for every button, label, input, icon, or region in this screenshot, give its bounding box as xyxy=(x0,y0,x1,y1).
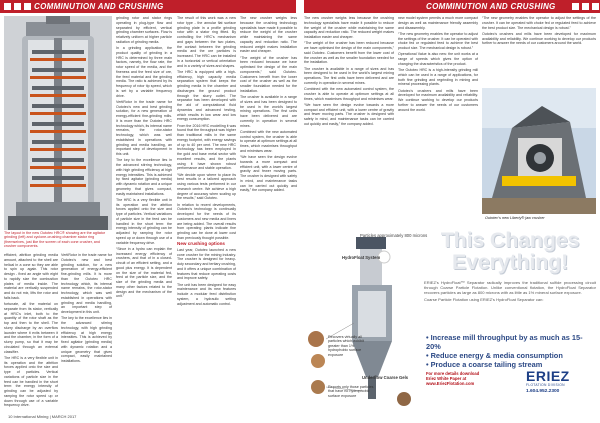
paragraph: Outotec's crushers and mills have been developed for maximum availability and reliability. We continue working to develop our products further to answer the needs of our customers around the world. xyxy=(398,88,478,112)
logo-subtitle: FLOTATION DIVISION xyxy=(526,383,565,387)
ad-headline-line-2: Everything! xyxy=(451,250,569,274)
paragraph: “The weight of the crusher has been reduced because we have optimised the design of the main components,” said Outotec. Customers benefit from the lower cost of the crusher as well as the smaller foundation needed for the installation. xyxy=(240,55,297,93)
paragraph: The key to the excellence lies in the advanced stirring technology, with high grinding efficiency at high energy intensities. This is achieved by fixed agitator (grinding media) with dynamic rotation and a unique geometry that gives compact, easily maintained installations. xyxy=(116,158,172,196)
hydrofloat-system-label: HydroFloat System xyxy=(342,255,381,260)
ad-headline xyxy=(424,229,596,273)
paragraph: In relation to recent developments, Outotec's technology is continually developed for the needs of its customers and new media and liners are being added. The overall results from operating plants indicate fine grinding can be done at lower cost than previously thought possible. xyxy=(177,202,236,240)
hrc-photo-caption: The layout in the new Outotec HRC® showing are the agitator grinding (left) and cyclone-crushing chamber stator ring (themselves, just like the screen of each cone crusher, and crusher components. xyxy=(4,231,106,249)
recovers-label: Recovers virtually all particles which exhibit greater than 1% hydrophobic surface exposure xyxy=(328,335,364,357)
ad-website-link[interactable]: www.EriezFlotation.com xyxy=(426,381,475,386)
paragraph: “Since in a hydro can explain the increased energy efficiency of crushers, and that of in a closed-circuit of an efficient setting, and a good plus energy. It is dependent on the size of the material fed, feed at the particle size, and the size of the grinding media and many other factors related to the design and the mechanism of the unit.” xyxy=(116,246,172,299)
paragraph: “We have seen the design evolve towards a more compact and efficient unit, with a lower centre of gravity and fewer moving parts. The crusher is designed with safety in mind, and maintenance tasks can be carried out quickly and easily,” the company added. xyxy=(240,155,297,193)
left-header-title: COMMINUTION AND CRUSHING xyxy=(34,2,164,11)
header-square-icon xyxy=(4,3,11,10)
eriez-logo xyxy=(526,368,596,406)
header-square-icon xyxy=(14,3,21,10)
jaw-crusher-photo xyxy=(482,88,596,214)
article-column-4 xyxy=(240,16,297,227)
paragraph: The result of this work was a new rotor type - the annular flat surface grinding plate in a profile grinding rotor with a stator ring fitted. By controlling the HRC's mechanism and gaps between the two plates, the contact between the grinding media and the ore particles is increased. The HRC can be installed in a horizontal or vertical orientation and in a variety of sizes and shapes. xyxy=(177,16,236,68)
paragraph: Outotec's crushers and mills have been developed for maximum availability and reliability. We continue working to develop our products further to answer the needs of our customers around the world. xyxy=(482,31,596,46)
paragraph: “The new geometry enables the operator to adjust the settings of the crusher. It can be operated with choke fed or regulated feed to achieve the best product size. The mechanical design is robust.” xyxy=(482,16,596,30)
paragraph: “We decide upon where to place its best results in a tailored approach using various tests performed in our research centre. We achieve a high degree of accuracy when scaling up the results,” said Outotec. xyxy=(177,172,236,201)
ad-phone-number: 1.604.952.2300 xyxy=(526,389,560,394)
logo-wordmark: ERIEZ xyxy=(526,368,570,384)
ad-contact xyxy=(426,371,516,386)
paragraph: Combined with the new automated control system, the crusher is able to operate at optimum settings at all times, which maximises throughput and minimises wear. xyxy=(304,87,394,101)
hrc-cutaway-photo xyxy=(4,16,112,230)
paragraph: VertiRotor in the trade name for Outotec's new and best grinding solution, for a new generation of energy-efficient fine-grinding mills. It is more than the Outotec HRC technology which, its internal name remains, the rotor-stator technology, which was well established in operations with grinding and media handling, an important step of development in this unit. xyxy=(61,253,112,314)
paragraph: The new crusher weighs less because the crushing technology specialists have made it possible to reduce the weight of the crusher while maintaining the same capacity and reduction ratio. The reduced weight makes installation easier and cheaper. xyxy=(304,16,394,39)
paragraph: efficient, attrition grinding media amount, attached to the shell are helical in a cone so they are able to spin up again. This rotor design - fixed an angle with eight to rapidly size the combustion plates of media inside. The material are vertically suspended and do not mix, lifts the rotor and falls back. xyxy=(4,253,58,300)
bullet-icon: • xyxy=(426,351,429,360)
paragraph: The crusher is available in a range of sizes and has been designed to be used in the world's largest mining operations. The first units have been delivered and are currently in operation in several mines. xyxy=(304,66,394,85)
jaw-crusher-caption: Outotec's new Liberty® jaw crusher xyxy=(485,216,545,220)
paragraph: The HRC is equipped with a high-efficiency, high capacity media separation system that keeps the grinding media in the chamber and discharges the ground product through the slurry outlet. The separator has been developed with the aid of computational fluid dynamics and advanced testing, which results in low wear and low energy consumption. xyxy=(177,69,236,122)
ad-contact-line: Eriez White Paper at xyxy=(426,376,467,381)
paragraph: “The weight of the crusher has been reduced because we have optimised the design of the main components,” said Outotec. Customers benefit from the lower cost of the crusher as well as the smaller foundation needed for the installation. xyxy=(304,41,394,65)
paragraph: The HRC is a very flexible unit in its operation and the attrition forces applied onto the size and type of particles. Vertical variations of particle size in the feed can be handled in the short term: the energy intensity of grinding can be adjusted by ramping the rotor speed up or down through use of a variable frequency drive. xyxy=(4,355,58,408)
page-footer-left: 10 International Mining | MARCH 2017 xyxy=(8,414,77,419)
paragraph: VertiRotor in the trade name for Outotec's new and best grinding solution, for a new generation of energy-efficient fine-grinding mills. It is more than the Outotec HRC technology which, its internal name remains, the rotor-stator technology, which was well established in operations with grinding and media handling, an important step of development in this unit. xyxy=(116,99,172,156)
paragraph: Last year, Outotec launched a new cone crusher for the mining industry. The crusher is designed for heavy-duty secondary and tertiary crushing, and it offers a unique combination of features that reduce operating costs and improve safety. xyxy=(177,247,236,281)
bullet-icon: • xyxy=(426,333,429,342)
paragraph: The HRC is a very flexible unit in its operation and the attrition forces applied onto the size and type of particles. Vertical variations of particle size in the feed can be handled in the short term: the energy intensity of grinding can be adjusted by ramping the rotor speed up or down through use of a variable frequency drive. xyxy=(116,197,172,245)
article-column-1b xyxy=(61,253,112,410)
header-square-icon xyxy=(572,3,579,10)
right-page-header xyxy=(304,0,600,13)
bullet-icon: • xyxy=(426,360,429,369)
ad-benefit-item xyxy=(426,351,596,360)
paragraph: The key to the excellence lies in the advanced stirring technology, with high grinding efficiency at high energy intensities. This is achieved by fixed agitator (grinding media) with dynamic rotation and a unique geometry that gives compact, easily maintained installations. xyxy=(61,316,112,363)
ad-paragraph: ERIEZ's HydroFloat™ Separator radically improves the traditional sulfide processing circuit through Coarse Particle Flotation. Unlike conventional flotation, the HydroFloat Separator recovers particles as large as 800 microns with as little as 1% mineral surface exposure. xyxy=(424,280,596,295)
cyclone-label: Underflow Coarse Gels xyxy=(362,375,409,380)
paragraph: Combined with the new automated control system, the crusher is able to operate at optimum settings at all times, which maximises throughput and minimises wear. xyxy=(240,129,297,153)
paragraph: In a grinding application, the product quality of grinding in a HRC is determined by three main factors, namely, the flow rate, the rotor speed of the media, and the fineness and the feed size of ore, the feed material and the grinding media. The ratio is achieved by its frequency of rotor tip speed, which is set by a variable frequency drive. xyxy=(116,46,172,98)
article-column-3 xyxy=(177,16,236,410)
paragraph xyxy=(4,410,58,411)
paragraph: From the 2016 HRC modelling it was found that the throughput was higher than traditional mills in the same energy footprint, with energy savings of up to 40 per cent. The new HRC technology has been employed in the gold and base metal sector with excellent results, and the plants using it have shown robust performance and stable operation. xyxy=(177,123,236,171)
article-column-5 xyxy=(304,16,394,225)
ad-contact-line: For more details download xyxy=(426,371,480,376)
article-column-6 xyxy=(398,16,478,225)
new-crushing-heading: New crushing options xyxy=(177,241,225,246)
ad-benefit-item xyxy=(426,333,596,351)
ad-benefit-text: Produce a coarse tailing stream xyxy=(430,360,543,369)
ad-headline-line-1: This Changes xyxy=(440,228,580,252)
ad-body-text xyxy=(424,280,596,304)
article-column-7 xyxy=(482,16,596,86)
ad-benefit-text: Increase mill throughput by as much as 15-20% xyxy=(426,333,583,351)
paragraph: grinding rotor and stator rings operating in plug-type flow and separated by efficient, vertical grinding chamber surfaces. Flow is relatively uniform at higher particle radiation of grinding media. xyxy=(116,16,172,44)
paragraph: The new crusher weighs less because the crushing technology specialists have made it possible to reduce the weight of the crusher while maintaining the same capacity and reduction ratio. The reduced weight makes installation easier and cheaper. xyxy=(240,16,297,54)
particles-label: Particles approximately 800 microns xyxy=(360,233,428,238)
header-square-icon xyxy=(24,3,31,10)
header-square-icon xyxy=(582,3,589,10)
left-page-header xyxy=(0,0,296,13)
paragraph: new model system permits a much more compact design as well as maintenance friendly assembly and disassembly. xyxy=(398,16,478,30)
right-header-title: COMMINUTION AND CRUSHING xyxy=(426,2,556,11)
paragraph: “The new geometry enables the operator to adjust the settings of the crusher. It can be operated with choke fed or regulated feed to achieve the best product size. The mechanical design is robust.” xyxy=(398,31,478,50)
paragraph: “We have seen the design evolve towards a more compact and efficient unit, with a lower centre of gravity and fewer moving parts. The crusher is designed with safety in mind, and maintenance tasks can be carried out quickly and easily,” the company added. xyxy=(304,102,394,126)
header-square-icon xyxy=(592,3,599,10)
article-column-1 xyxy=(4,253,58,410)
article-column-2 xyxy=(116,16,172,410)
ad-benefit-list xyxy=(426,333,596,369)
paragraph: fortunate, all the material on separate from its stator, vertically at HRC's inlet, both to the quantity of the rotor shaft as the top and then to the shell. The slurry discharge by an overflow launder where it exits between it and the chamber, in the form of a slurry pump, so that it may be circulated through an external classifier. xyxy=(4,302,58,354)
paragraph: Operational Value is also new: the unit works at a range of speeds which gives the option of changing the characteristics of the product. xyxy=(398,52,478,66)
ad-paragraph: Coarse Particle Flotation using ERIEZ's HydroFloat Separator can: xyxy=(424,297,544,302)
paragraph: The crusher is available in a range of sizes and has been designed to be used in the world's largest mining operations. The first units have been delivered and are currently in operation in several mines. xyxy=(240,95,297,128)
eriez-advertisement xyxy=(304,227,600,423)
reports-label: Reports only those particles that have no hydrophobic surface exposure xyxy=(328,385,374,398)
paragraph: The Outotec HRC is a high-intensity grinding mill which can be used in a range of applications, for both fine grinding and regrinding in mining and mineral processing plants. xyxy=(398,68,478,87)
paragraph: The unit has been designed for easy maintenance and its new features include a modular feed distribution system, a hydraulic setting adjustment and automatic control. xyxy=(177,282,236,306)
ad-benefit-text: Reduce energy & media consumption xyxy=(430,351,563,360)
